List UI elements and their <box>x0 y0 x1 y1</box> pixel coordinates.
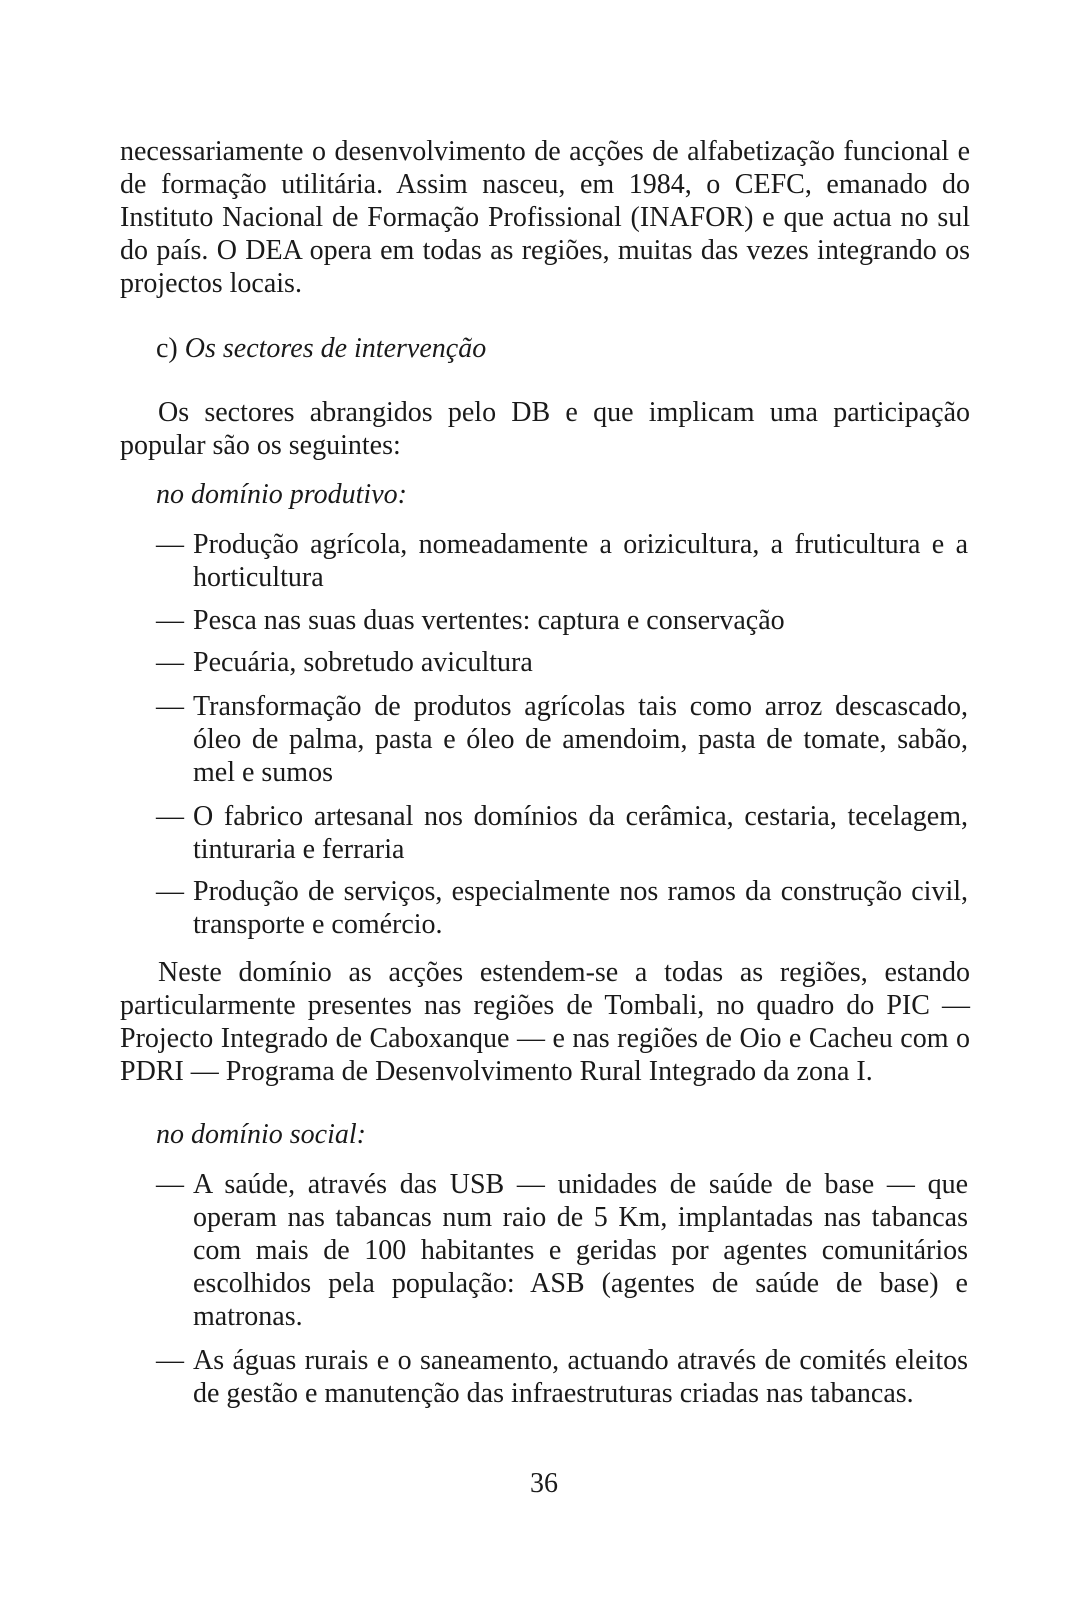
dash-marker: — <box>156 605 184 636</box>
list-item-text: Produção de serviços, especialmente nos ramos da construção civil, transporte e comércio. <box>193 876 968 940</box>
list-item <box>156 690 968 789</box>
list-item-text: O fabrico artesanal nos domínios da cerâmica, cestaria, tecelagem, tinturaria e ferraria <box>193 801 968 865</box>
dash-marker: — <box>156 801 184 832</box>
dash-marker: — <box>156 1345 184 1376</box>
dash-marker: — <box>156 1169 184 1200</box>
section-heading <box>156 332 486 365</box>
list-item <box>156 1168 968 1333</box>
dash-marker: — <box>156 691 184 722</box>
list-item-text: As águas rurais e o saneamento, actuando através de comités eleitos de gestão e manutenção das infraestruturas criadas nas tabancas. <box>193 1345 968 1409</box>
list-item <box>156 604 968 637</box>
list-item <box>156 875 968 941</box>
list-item <box>156 800 968 866</box>
list-item-text: Pesca nas suas duas vertentes: captura e conservação <box>193 605 785 636</box>
productive-domain-heading: no domínio produtivo: <box>156 479 407 510</box>
dash-marker: — <box>156 529 184 560</box>
regions-paragraph: Neste domínio as acções estendem-se a todas as regiões, estando particularmente presentes nas regiões de Tombali, no quadro do PIC — Projecto Integrado de Caboxanque — e nas regiões de Oio e Cacheu com o PDRI — Programa de Desenvolvimento Rural Integrado da zona I. <box>120 957 970 1087</box>
list-item-text: Transformação de produtos agrícolas tais como arroz descascado, óleo de palma, pasta e óleo de amendoim, pasta de tomate, sabão, mel e sumos <box>193 691 968 788</box>
section-title: Os sectores de intervenção <box>184 333 487 364</box>
sectors-intro-paragraph: Os sectores abrangidos pelo DB e que implicam uma participação popular são os seguintes: <box>120 397 970 461</box>
list-item <box>156 528 968 594</box>
list-item-text: Pecuária, sobretudo avicultura <box>193 647 533 678</box>
list-item <box>156 1344 968 1410</box>
list-item-text: A saúde, através das USB — unidades de saúde de base — que operam nas tabancas num raio de 5 Km, implantadas nas tabancas com mais de 100 habitantes e geridas por agentes comunitários escolhidos pela população: ASB (agentes de saúde de base) e matronas. <box>193 1169 968 1332</box>
list-item-text: Produção agrícola, nomeadamente a orizicultura, a fruticultura e a horticultura <box>193 529 968 593</box>
section-label: c) <box>156 333 178 364</box>
intro-paragraph: necessariamente o desenvolvimento de acções de alfabetização funcional e de formação utilitária. Assim nasceu, em 1984, o CEFC, emanado do Instituto Nacional de Formação Profissional (INAFOR) e que actua no sul do país. O DEA opera em todas as regiões, muitas das vezes integrando os projectos locais. <box>120 136 970 299</box>
list-item <box>156 646 968 679</box>
page-number: 36 <box>530 1468 558 1499</box>
dash-marker: — <box>156 647 184 678</box>
dash-marker: — <box>156 876 184 907</box>
social-domain-heading: no domínio social: <box>156 1119 366 1150</box>
